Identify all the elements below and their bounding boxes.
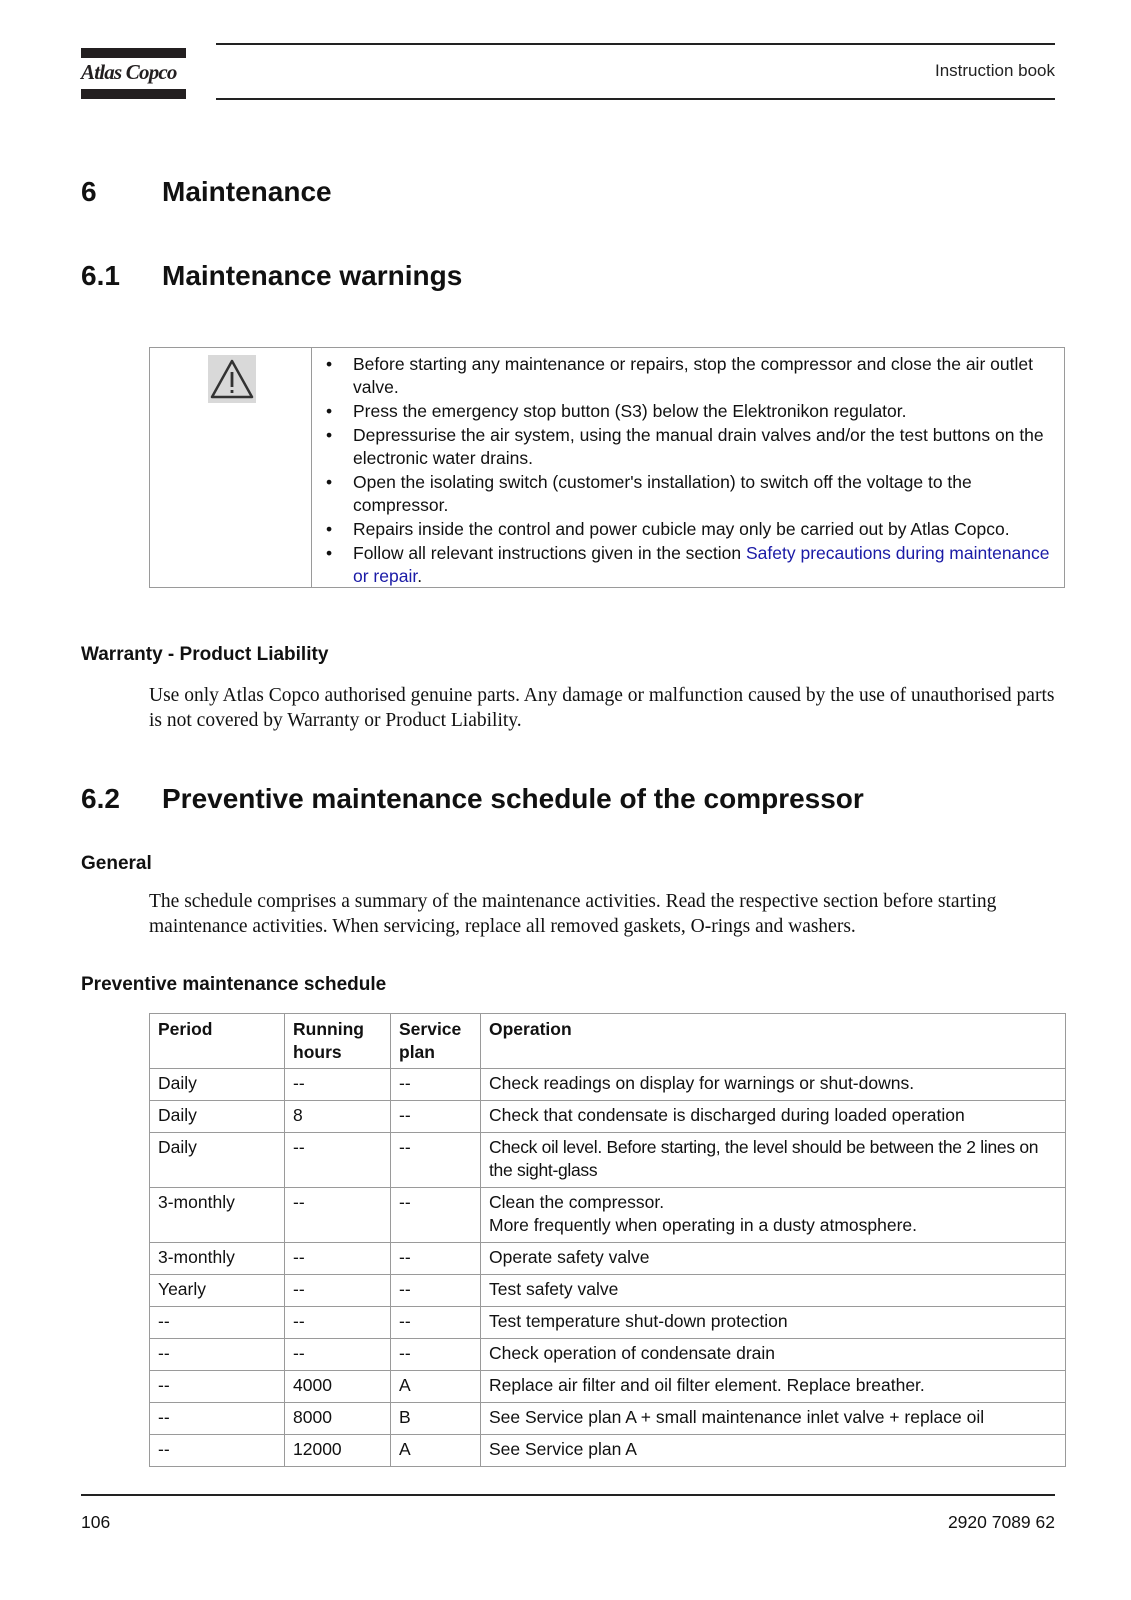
header-title: Instruction book bbox=[934, 61, 1055, 80]
service-plan-cell: -- bbox=[391, 1339, 481, 1371]
document-number: 2920 7089 62 bbox=[947, 1512, 1055, 1532]
warranty-heading: Warranty - Product Liability bbox=[81, 644, 329, 665]
service-plan-cell: -- bbox=[391, 1101, 481, 1133]
warning-item-suffix: . bbox=[417, 566, 423, 586]
period-cell: -- bbox=[150, 1307, 285, 1339]
period-cell: Daily bbox=[150, 1101, 285, 1133]
operation-cell: Test safety valve bbox=[481, 1275, 1066, 1307]
section-title: Preventive maintenance schedule of the compressor bbox=[162, 783, 864, 814]
column-header-operation: Operation bbox=[481, 1014, 1066, 1069]
schedule-heading: Preventive maintenance schedule bbox=[81, 974, 387, 995]
column-header-service-plan: Service plan bbox=[391, 1014, 481, 1069]
atlas-copco-logo: Atlas Copco bbox=[81, 60, 177, 84]
operation-cell: Check oil level. Before starting, the level should be between the 2 lines on the sight-glass bbox=[481, 1133, 1066, 1188]
warning-item: • Open the isolating switch (customer's installation) to switch off the voltage to the compressor. bbox=[311, 471, 1063, 517]
operation-cell: Clean the compressor. More frequently when operating in a dusty atmosphere. bbox=[481, 1188, 1066, 1243]
operation-cell: Check readings on display for warnings or shut-downs. bbox=[481, 1069, 1066, 1101]
running-hours-cell: 12000 bbox=[285, 1435, 391, 1467]
operation-cell: Test temperature shut-down protection bbox=[481, 1307, 1066, 1339]
operation-cell: Check operation of condensate drain bbox=[481, 1339, 1066, 1371]
warning-list bbox=[311, 353, 1063, 589]
column-header-period: Period bbox=[150, 1014, 285, 1069]
table-row bbox=[150, 1307, 1066, 1339]
warning-item-text: Follow all relevant instructions given in the section bbox=[353, 543, 746, 563]
warning-item: • Press the emergency stop button (S3) below the Elektronikon regulator. bbox=[311, 400, 1063, 423]
table-row bbox=[150, 1339, 1066, 1371]
column-header-running-hours: Running hours bbox=[285, 1014, 391, 1069]
table-row bbox=[150, 1188, 1066, 1243]
period-cell: 3-monthly bbox=[150, 1188, 285, 1243]
section-number: 6 bbox=[81, 176, 97, 207]
period-cell: 3-monthly bbox=[150, 1243, 285, 1275]
operation-cell: Replace air filter and oil filter element. Replace breather. bbox=[481, 1371, 1066, 1403]
warning-triangle-icon bbox=[208, 355, 256, 403]
warning-item: • Depressurise the air system, using the manual drain valves and/or the test buttons on the electronic water drains. bbox=[311, 424, 1063, 470]
warning-item bbox=[311, 542, 1063, 588]
operation-cell: Check that condensate is discharged during loaded operation bbox=[481, 1101, 1066, 1133]
period-cell: Daily bbox=[150, 1069, 285, 1101]
period-cell: -- bbox=[150, 1339, 285, 1371]
section-title: Maintenance warnings bbox=[162, 260, 463, 291]
header-rule-top bbox=[216, 43, 1055, 45]
period-cell: -- bbox=[150, 1371, 285, 1403]
period-cell: Yearly bbox=[150, 1275, 285, 1307]
section-number: 6.1 bbox=[81, 260, 120, 291]
running-hours-cell: -- bbox=[285, 1275, 391, 1307]
service-plan-cell: -- bbox=[391, 1069, 481, 1101]
period-cell: -- bbox=[150, 1435, 285, 1467]
table-row bbox=[150, 1275, 1066, 1307]
general-heading: General bbox=[81, 853, 152, 874]
table-row bbox=[150, 1069, 1066, 1101]
safety-precautions-link[interactable]: Safety precautions during maintenance or repair bbox=[353, 543, 1050, 586]
service-plan-cell: -- bbox=[391, 1307, 481, 1339]
table-header-row bbox=[150, 1014, 1066, 1069]
table-row bbox=[150, 1435, 1066, 1467]
period-cell: Daily bbox=[150, 1133, 285, 1188]
footer-rule bbox=[81, 1494, 1055, 1496]
page-number: 106 bbox=[81, 1512, 111, 1532]
service-plan-cell: -- bbox=[391, 1243, 481, 1275]
section-title: Maintenance bbox=[162, 176, 332, 207]
period-cell: -- bbox=[150, 1403, 285, 1435]
table-row bbox=[150, 1101, 1066, 1133]
operation-cell: See Service plan A bbox=[481, 1435, 1066, 1467]
general-text: The schedule comprises a summary of the maintenance activities. Read the respective section before starting maintenance activities. When servicing, replace all removed gaskets, O-rings and washers. bbox=[149, 891, 997, 937]
service-plan-cell: -- bbox=[391, 1133, 481, 1188]
running-hours-cell: -- bbox=[285, 1307, 391, 1339]
table-row bbox=[150, 1133, 1066, 1188]
warranty-text: Use only Atlas Copco authorised genuine parts. Any damage or malfunction caused by the use of unauthorised parts is not covered by Warranty or Product Liability. bbox=[149, 685, 1055, 731]
running-hours-cell: -- bbox=[285, 1243, 391, 1275]
running-hours-cell: 8 bbox=[285, 1101, 391, 1133]
service-plan-cell: B bbox=[391, 1403, 481, 1435]
logo-bar-bottom bbox=[81, 89, 186, 99]
section-number: 6.2 bbox=[81, 783, 120, 814]
service-plan-cell: -- bbox=[391, 1275, 481, 1307]
maintenance-schedule-table bbox=[149, 1013, 1066, 1467]
header-rule-bottom bbox=[216, 98, 1055, 100]
table-row bbox=[150, 1243, 1066, 1275]
running-hours-cell: -- bbox=[285, 1188, 391, 1243]
warning-box bbox=[149, 347, 1065, 588]
table-row bbox=[150, 1403, 1066, 1435]
table-row bbox=[150, 1371, 1066, 1403]
service-plan-cell: A bbox=[391, 1371, 481, 1403]
service-plan-cell: A bbox=[391, 1435, 481, 1467]
operation-cell: Operate safety valve bbox=[481, 1243, 1066, 1275]
warning-item: • Before starting any maintenance or repairs, stop the compressor and close the air outlet valve. bbox=[311, 353, 1063, 399]
running-hours-cell: -- bbox=[285, 1133, 391, 1188]
running-hours-cell: -- bbox=[285, 1069, 391, 1101]
logo-bar-top bbox=[81, 48, 186, 58]
operation-cell: See Service plan A + small maintenance inlet valve + replace oil bbox=[481, 1403, 1066, 1435]
running-hours-cell: 4000 bbox=[285, 1371, 391, 1403]
warning-item: • Repairs inside the control and power cubicle may only be carried out by Atlas Copco. bbox=[311, 518, 1063, 541]
running-hours-cell: 8000 bbox=[285, 1403, 391, 1435]
running-hours-cell: -- bbox=[285, 1339, 391, 1371]
service-plan-cell: -- bbox=[391, 1188, 481, 1243]
